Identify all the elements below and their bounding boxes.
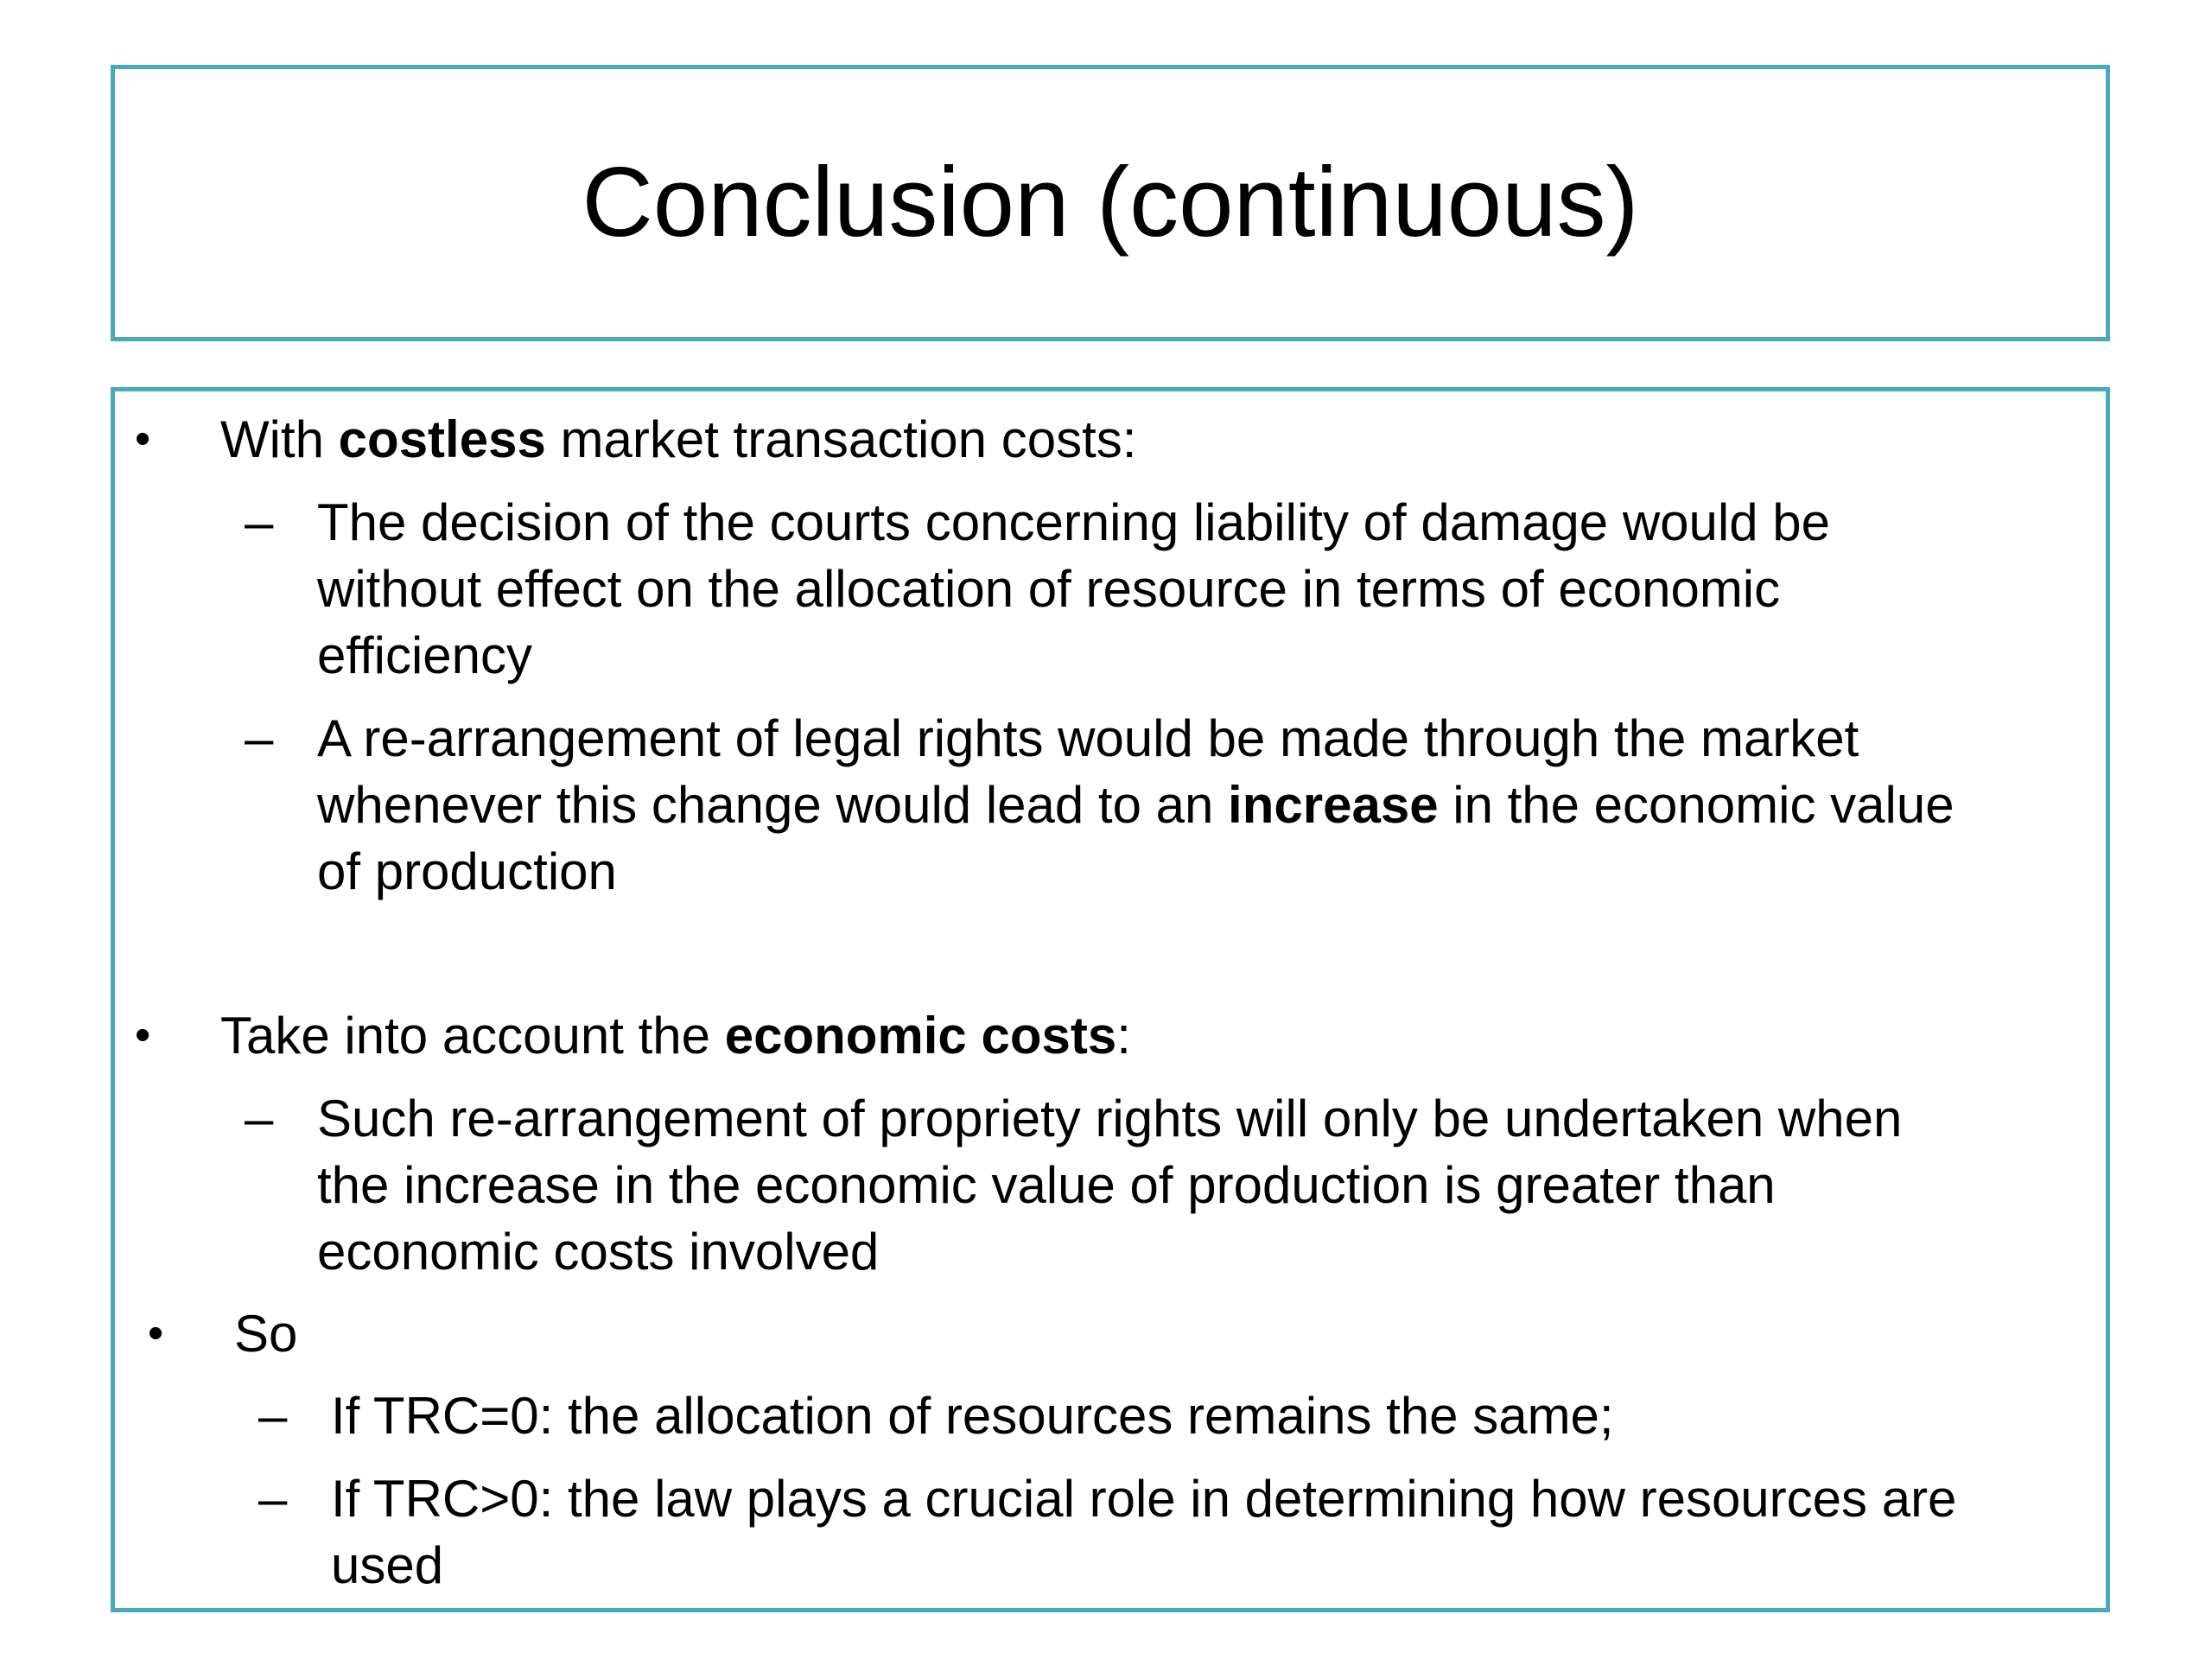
sub-1-2-line-3: of production xyxy=(317,842,617,900)
slide-title: Conclusion (continuous) xyxy=(582,148,1639,257)
dash-marker: – xyxy=(245,709,274,767)
sub-1-2-line-2-bold: increase xyxy=(1228,776,1439,834)
bullet-marker: • xyxy=(135,1010,151,1060)
bullet-1-text xyxy=(220,406,1136,473)
sub-2-1-line-1: Such re-arrangement of propriety rights will only be undertaken when xyxy=(317,1090,1903,1147)
dash-marker: – xyxy=(245,493,274,551)
bullet-2-text xyxy=(220,1002,1131,1069)
title-box xyxy=(111,65,2110,341)
dash-marker: – xyxy=(245,1090,274,1147)
bullet-marker: • xyxy=(135,414,151,464)
content-box xyxy=(111,387,2110,1612)
bullet-1-bold: costless xyxy=(338,410,546,468)
sub-3-1-line-1: If TRC=0: the allocation of resources remains the same; xyxy=(331,1387,1614,1445)
sub-3-2-line-2: used xyxy=(331,1536,444,1594)
sub-1-2-line-2-pre: whenever this change would lead to an xyxy=(317,776,1229,834)
sub-2-1-line-2: the increase in the economic value of production is greater than xyxy=(317,1156,1776,1214)
sub-3-2-line-1: If TRC>0: the law plays a crucial role in determining how resources are xyxy=(331,1470,1957,1528)
bullet-2-bold: economic costs xyxy=(724,1007,1117,1065)
bullet-1-post: market transaction costs: xyxy=(545,410,1137,468)
sub-1-1-line-2: without effect on the allocation of resource in terms of economic xyxy=(317,560,1781,618)
bullet-2-post: : xyxy=(1116,1007,1131,1065)
sub-2-1-line-3: economic costs involved xyxy=(317,1223,880,1281)
sub-1-2-line-2-post: in the economic value xyxy=(1438,776,1955,834)
bullet-3-text: So xyxy=(234,1305,298,1363)
bullet-marker: • xyxy=(148,1308,164,1358)
sub-1-1-line-3: efficiency xyxy=(317,626,533,684)
sub-1-2-line-1: A re-arrangement of legal rights would be made through the market xyxy=(317,709,1859,767)
bullet-1-pre: With xyxy=(220,410,339,468)
dash-marker: – xyxy=(258,1470,288,1528)
sub-1-2-line-2 xyxy=(317,772,1955,838)
bullet-2-pre: Take into account the xyxy=(220,1007,725,1065)
dash-marker: – xyxy=(258,1387,288,1445)
sub-1-1-line-1: The decision of the courts concerning liability of damage would be xyxy=(317,493,1831,551)
